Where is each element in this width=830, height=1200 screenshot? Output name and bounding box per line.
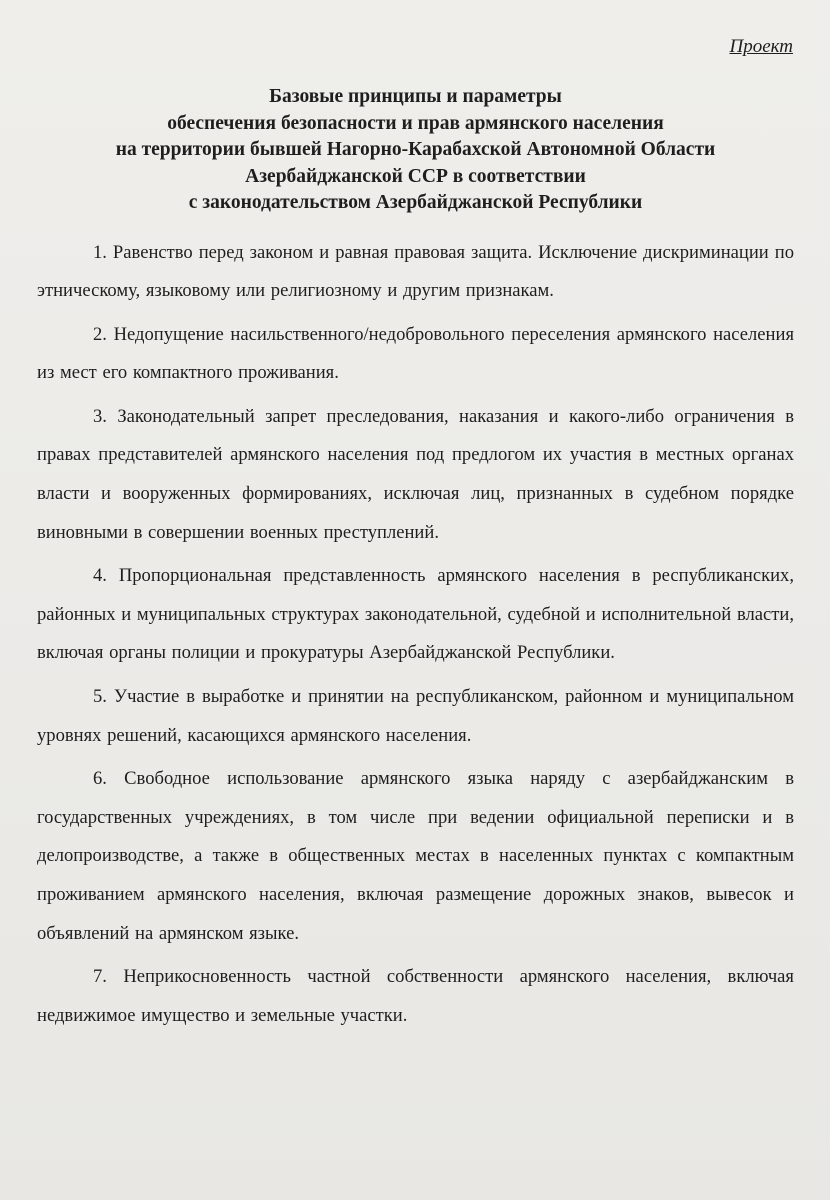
clause-2: 2. Недопущение насильственного/недобровольного переселения армянского населения из мест его компактного проживания. <box>37 323 794 384</box>
title-line: Базовые принципы и параметры <box>269 86 562 107</box>
clause-6: 6. Свободное использование армянского языка наряду с азербайджанским в государственных учреждениях, в том числе при ведении официальной переписки и в делопроизводстве, а также в общественных местах в населенных пунктах с компактным проживанием армянского населения, включая размещение дорожных знаков, вывесок и объявлений на армянском языке. <box>37 768 794 944</box>
draft-label: Проект <box>729 36 793 57</box>
clause-1: 1. Равенство перед законом и равная правовая защита. Исключение дискриминации по этническому, языковому или религиозному и другим признакам. <box>37 241 794 302</box>
clause-5: 5. Участие в выработке и принятии на республиканском, районном и муниципальном уровнях решений, касающихся армянского населения. <box>37 686 794 746</box>
title-line: с законодательством Азербайджанской Республики <box>188 192 643 213</box>
title-line: на территории бывшей Нагорно-Карабахской Автономной Области <box>115 139 716 160</box>
clause-4: 4. Пропорциональная представленность армянского населения в республиканских, районных и муниципальных структурах законодательной, судебной и исполнительной власти, включая органы полиции и прокуратуры Азербайджанской Республики. <box>37 565 794 664</box>
clause-3: 3. Законодательный запрет преследования, наказания и какого-либо ограничения в правах представителей армянского населения под предлогом их участия в местных органах власти и вооруженных формированиях, исключая лиц, признанных в судебном порядке виновными в совершении военных преступлений. <box>37 405 794 543</box>
title-line: обеспечения безопасности и прав армянского населения <box>167 112 664 134</box>
document-title <box>37 84 794 217</box>
clause-7: 7. Неприкосновенность частной собственности армянского населения, включая недвижимое имущество и земельные участки. <box>37 966 794 1026</box>
title-line: Азербайджанской ССР в соответствии <box>245 165 586 187</box>
clause-list <box>37 234 794 1036</box>
